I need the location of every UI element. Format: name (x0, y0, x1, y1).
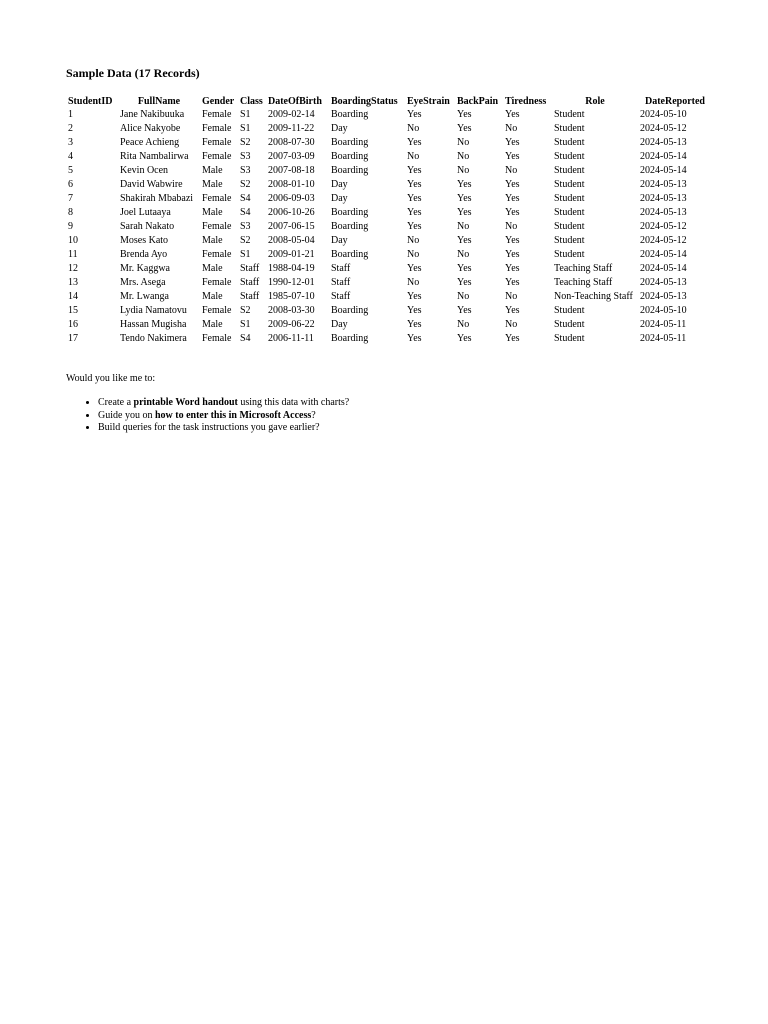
cell-role: Student (554, 109, 585, 120)
cell-date-of-birth: 2008-01-10 (268, 179, 315, 190)
document-title: Sample Data (17 Records) (66, 66, 200, 80)
cell-class: S3 (240, 221, 251, 232)
cell-back-pain: Yes (457, 235, 472, 246)
header-date-of-birth: DateOfBirth (268, 96, 322, 107)
cell-student-id: 1 (68, 109, 73, 120)
cell-date-reported: 2024-05-11 (640, 319, 687, 330)
cell-gender: Male (202, 235, 223, 246)
cell-role: Student (554, 123, 585, 134)
cell-back-pain: Yes (457, 263, 472, 274)
cell-eye-strain: Yes (407, 221, 422, 232)
cell-date-reported: 2024-05-12 (640, 123, 687, 134)
cell-date-reported: 2024-05-14 (640, 249, 687, 260)
cell-boarding-status: Boarding (331, 207, 369, 218)
cell-boarding-status: Staff (331, 277, 351, 288)
cell-date-of-birth: 2006-10-26 (268, 207, 315, 218)
cell-boarding-status: Day (331, 193, 348, 204)
cell-eye-strain: Yes (407, 333, 422, 344)
cell-class: Staff (240, 263, 260, 274)
cell-full-name: Tendo Nakimera (120, 333, 187, 344)
cell-gender: Female (202, 249, 232, 260)
cell-boarding-status: Boarding (331, 165, 369, 176)
cell-class: S3 (240, 165, 251, 176)
cell-role: Student (554, 305, 585, 316)
cell-gender: Female (202, 305, 232, 316)
cell-eye-strain: Yes (407, 207, 422, 218)
cell-eye-strain: Yes (407, 263, 422, 274)
cell-date-of-birth: 2009-06-22 (268, 319, 315, 330)
cell-eye-strain: Yes (407, 137, 422, 148)
cell-tiredness: Yes (505, 277, 520, 288)
cell-tiredness: Yes (505, 193, 520, 204)
followup-option-suffix: ? (311, 409, 316, 421)
table-row (66, 136, 712, 150)
cell-full-name: Jane Nakibuuka (120, 109, 185, 120)
cell-gender: Female (202, 137, 232, 148)
cell-class: S1 (240, 123, 251, 134)
cell-student-id: 2 (68, 123, 73, 134)
cell-gender: Female (202, 151, 232, 162)
cell-eye-strain: Yes (407, 165, 422, 176)
cell-back-pain: Yes (457, 123, 472, 134)
cell-gender: Female (202, 193, 232, 204)
cell-date-reported: 2024-05-14 (640, 263, 687, 274)
cell-full-name: Alice Nakyobe (120, 123, 181, 134)
cell-boarding-status: Boarding (331, 151, 369, 162)
followup-option-suffix: using this data with charts? (237, 397, 350, 408)
header-tiredness: Tiredness (505, 96, 547, 107)
cell-date-reported: 2024-05-12 (640, 221, 687, 232)
cell-role: Teaching Staff (554, 277, 613, 288)
cell-eye-strain: No (407, 249, 420, 260)
cell-student-id: 17 (68, 333, 78, 344)
cell-back-pain: Yes (457, 109, 472, 120)
cell-role: Student (554, 333, 585, 344)
followup-option (98, 422, 726, 435)
cell-eye-strain: No (407, 277, 420, 288)
table-row (66, 332, 712, 346)
cell-date-reported: 2024-05-13 (640, 277, 687, 288)
table-row (66, 164, 712, 178)
cell-date-of-birth: 1988-04-19 (268, 263, 315, 274)
followup-option-text: Build queries for the task instructions you gave earlier? (98, 422, 320, 433)
cell-full-name: Brenda Ayo (120, 249, 168, 260)
cell-student-id: 7 (68, 193, 73, 204)
table-header-row (66, 96, 712, 108)
followup-option-emphasis: how to enter this in Microsoft Access (154, 409, 312, 421)
cell-back-pain: No (457, 165, 470, 176)
cell-boarding-status: Boarding (331, 109, 369, 120)
cell-date-of-birth: 2007-06-15 (268, 221, 315, 232)
cell-gender: Female (202, 277, 232, 288)
cell-eye-strain: Yes (407, 305, 422, 316)
table-row (66, 122, 712, 136)
cell-back-pain: No (457, 137, 470, 148)
cell-date-reported: 2024-05-14 (640, 165, 687, 176)
cell-student-id: 10 (68, 235, 78, 246)
cell-gender: Female (202, 221, 232, 232)
cell-date-of-birth: 1985-07-10 (268, 291, 315, 302)
followup-option (98, 397, 726, 410)
cell-back-pain: No (457, 151, 470, 162)
cell-tiredness: Yes (505, 179, 520, 190)
cell-eye-strain: Yes (407, 109, 422, 120)
cell-boarding-status: Staff (331, 263, 351, 274)
cell-role: Student (554, 207, 585, 218)
cell-full-name: Joel Lutaaya (120, 207, 171, 218)
cell-date-reported: 2024-05-13 (640, 291, 687, 302)
cell-back-pain: No (457, 291, 470, 302)
table-row (66, 220, 712, 234)
table-row (66, 290, 712, 304)
cell-date-of-birth: 2009-02-14 (268, 109, 315, 120)
cell-role: Student (554, 221, 585, 232)
cell-eye-strain: Yes (407, 319, 422, 330)
cell-full-name: Lydia Namatovu (120, 305, 187, 316)
table-row (66, 304, 712, 318)
cell-role: Student (554, 249, 585, 260)
cell-gender: Male (202, 165, 223, 176)
table-row (66, 234, 712, 248)
header-full-name: FullName (137, 96, 181, 107)
header-boarding-status: BoardingStatus (331, 96, 398, 107)
cell-role: Student (554, 235, 585, 246)
cell-tiredness: Yes (505, 207, 520, 218)
cell-full-name: Sarah Nakato (120, 221, 175, 232)
cell-back-pain: Yes (457, 193, 472, 204)
cell-date-of-birth: 2007-08-18 (268, 165, 315, 176)
document-page (66, 64, 726, 435)
cell-eye-strain: No (407, 151, 420, 162)
cell-gender: Female (202, 109, 232, 120)
cell-tiredness: No (505, 221, 518, 232)
cell-tiredness: Yes (505, 137, 520, 148)
cell-date-of-birth: 2009-11-22 (268, 123, 315, 134)
table-row (66, 206, 712, 220)
cell-boarding-status: Day (331, 235, 348, 246)
cell-boarding-status: Boarding (331, 305, 369, 316)
header-role: Role (585, 96, 605, 107)
followup-option-emphasis: printable Word handout (133, 397, 238, 408)
cell-tiredness: Yes (505, 333, 520, 344)
followup-option-text: Guide you on (98, 409, 155, 421)
table-row (66, 108, 712, 122)
cell-class: S1 (240, 109, 251, 120)
cell-back-pain: Yes (457, 333, 472, 344)
cell-date-of-birth: 2008-07-30 (268, 137, 315, 148)
cell-student-id: 4 (68, 151, 73, 162)
cell-student-id: 15 (68, 305, 78, 316)
cell-class: Staff (240, 277, 260, 288)
cell-date-reported: 2024-05-13 (640, 193, 687, 204)
cell-full-name: Mrs. Asega (120, 277, 166, 288)
followup-question: Would you like me to: (66, 373, 156, 384)
header-class: Class (240, 96, 263, 107)
cell-gender: Male (202, 291, 223, 302)
cell-student-id: 13 (68, 277, 78, 288)
cell-date-reported: 2024-05-13 (640, 179, 687, 190)
records-body (66, 108, 712, 346)
cell-date-of-birth: 2006-09-03 (268, 193, 315, 204)
cell-tiredness: Yes (505, 235, 520, 246)
cell-role: Student (554, 137, 585, 148)
table-row (66, 248, 712, 262)
followup-options-list (66, 397, 726, 435)
cell-boarding-status: Day (331, 319, 348, 330)
cell-student-id: 11 (68, 249, 78, 260)
cell-full-name: Mr. Lwanga (120, 291, 169, 302)
cell-role: Student (554, 151, 585, 162)
cell-back-pain: Yes (457, 207, 472, 218)
cell-class: S3 (240, 151, 251, 162)
header-eye-strain: EyeStrain (407, 96, 450, 107)
cell-back-pain: No (457, 221, 470, 232)
cell-date-of-birth: 2006-11-11 (268, 333, 314, 344)
cell-date-reported: 2024-05-13 (640, 137, 687, 148)
cell-full-name: Peace Achieng (120, 137, 180, 148)
cell-eye-strain: No (407, 123, 420, 134)
cell-date-reported: 2024-05-12 (640, 235, 687, 246)
cell-student-id: 9 (68, 221, 73, 232)
cell-tiredness: Yes (505, 151, 520, 162)
cell-gender: Male (202, 207, 223, 218)
cell-class: S4 (240, 333, 251, 344)
cell-full-name: Rita Nambalirwa (120, 151, 189, 162)
followup-section (66, 372, 726, 435)
records-table (66, 96, 712, 346)
cell-student-id: 3 (68, 137, 73, 148)
cell-class: S4 (240, 193, 251, 204)
cell-boarding-status: Day (331, 123, 348, 134)
cell-student-id: 6 (68, 179, 73, 190)
cell-date-reported: 2024-05-14 (640, 151, 687, 162)
cell-back-pain: No (457, 249, 470, 260)
table-row (66, 318, 712, 332)
cell-class: S1 (240, 249, 251, 260)
table-row (66, 178, 712, 192)
cell-boarding-status: Boarding (331, 221, 369, 232)
table-row (66, 192, 712, 206)
cell-date-reported: 2024-05-11 (640, 333, 687, 344)
followup-option (98, 410, 726, 423)
cell-role: Student (554, 179, 585, 190)
cell-back-pain: No (457, 319, 470, 330)
cell-full-name: Mr. Kaggwa (120, 263, 170, 274)
cell-date-of-birth: 2009-01-21 (268, 249, 315, 260)
cell-boarding-status: Staff (331, 291, 351, 302)
cell-gender: Male (202, 319, 223, 330)
cell-tiredness: Yes (505, 305, 520, 316)
cell-role: Student (554, 193, 585, 204)
cell-role: Student (554, 165, 585, 176)
table-row (66, 262, 712, 276)
cell-student-id: 12 (68, 263, 78, 274)
cell-tiredness: No (505, 319, 518, 330)
table-row (66, 276, 712, 290)
cell-gender: Female (202, 333, 232, 344)
cell-boarding-status: Boarding (331, 333, 369, 344)
cell-tiredness: Yes (505, 109, 520, 120)
cell-student-id: 5 (68, 165, 73, 176)
cell-full-name: Moses Kato (120, 235, 169, 246)
cell-tiredness: No (505, 165, 518, 176)
cell-date-of-birth: 2007-03-09 (268, 151, 315, 162)
cell-tiredness: Yes (505, 263, 520, 274)
header-student-id: StudentID (68, 96, 113, 107)
cell-back-pain: Yes (457, 179, 472, 190)
cell-gender: Female (202, 123, 232, 134)
cell-class: S4 (240, 207, 251, 218)
cell-tiredness: No (505, 123, 518, 134)
cell-back-pain: Yes (457, 277, 472, 288)
cell-gender: Male (202, 263, 223, 274)
followup-option-text: Create a (98, 397, 134, 408)
cell-role: Teaching Staff (554, 263, 613, 274)
cell-date-reported: 2024-05-10 (640, 109, 687, 120)
cell-date-of-birth: 1990-12-01 (268, 277, 315, 288)
cell-full-name: Hassan Mugisha (120, 319, 187, 330)
cell-full-name: Shakirah Mbabazi (120, 193, 194, 204)
cell-role: Non-Teaching Staff (554, 291, 633, 302)
header-back-pain: BackPain (457, 96, 499, 107)
cell-full-name: Kevin Ocen (120, 165, 169, 176)
cell-class: Staff (240, 291, 260, 302)
cell-full-name: David Wabwire (120, 179, 183, 190)
header-gender: Gender (202, 96, 235, 107)
cell-date-reported: 2024-05-10 (640, 305, 687, 316)
cell-class: S2 (240, 179, 251, 190)
cell-date-of-birth: 2008-05-04 (268, 235, 315, 246)
cell-class: S2 (240, 235, 251, 246)
cell-student-id: 16 (68, 319, 78, 330)
cell-class: S1 (240, 319, 251, 330)
cell-role: Student (554, 319, 585, 330)
cell-back-pain: Yes (457, 305, 472, 316)
cell-boarding-status: Boarding (331, 249, 369, 260)
cell-eye-strain: Yes (407, 193, 422, 204)
cell-eye-strain: No (407, 235, 420, 246)
cell-boarding-status: Day (331, 179, 348, 190)
cell-date-of-birth: 2008-03-30 (268, 305, 315, 316)
cell-class: S2 (240, 305, 251, 316)
cell-student-id: 8 (68, 207, 73, 218)
cell-class: S2 (240, 137, 251, 148)
cell-student-id: 14 (68, 291, 78, 302)
cell-boarding-status: Boarding (331, 137, 369, 148)
cell-eye-strain: Yes (407, 179, 422, 190)
cell-tiredness: Yes (505, 249, 520, 260)
cell-date-reported: 2024-05-13 (640, 207, 687, 218)
header-date-reported: DateReported (645, 96, 705, 107)
cell-tiredness: No (505, 291, 518, 302)
cell-eye-strain: Yes (407, 291, 422, 302)
cell-gender: Male (202, 179, 223, 190)
table-row (66, 150, 712, 164)
